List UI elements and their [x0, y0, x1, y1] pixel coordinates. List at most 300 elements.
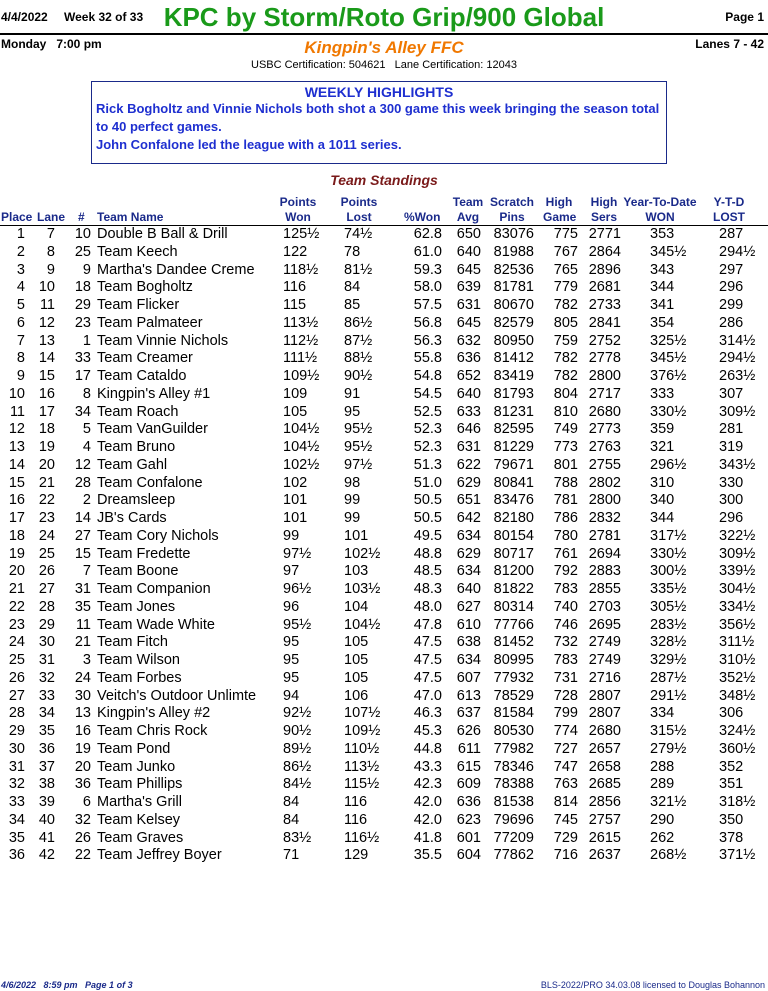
- number-cell: 17: [74, 368, 91, 384]
- points-won-cell: 109: [283, 385, 308, 402]
- points-lost-cell: 104½: [344, 616, 381, 633]
- lane-cell: 12: [38, 314, 55, 331]
- ytd-lost-cell: 299: [719, 297, 744, 313]
- table-row: [0, 315, 768, 333]
- high-series-cell: 2680: [588, 723, 621, 739]
- team-name-cell: Martha's Grill: [97, 794, 182, 810]
- ytd-won-cell: 330½: [650, 545, 687, 562]
- points-won-cell: 97: [283, 563, 300, 580]
- ytd-lost-cell: 294½: [719, 243, 756, 260]
- col-scratch-pins: Pins: [499, 210, 525, 224]
- scratch-pins-cell: 77932: [493, 669, 534, 686]
- scratch-pins-cell: 83476: [493, 492, 534, 509]
- high-series-cell: 2637: [588, 847, 621, 864]
- ytd-won-cell: 354: [650, 314, 675, 331]
- ytd-lost-cell: 378: [719, 829, 744, 846]
- ytd-lost-cell: 371½: [719, 847, 756, 864]
- lane-cell: 32: [38, 669, 55, 686]
- place-cell: 32: [8, 776, 25, 793]
- team-name-cell: Team Bogholtz: [97, 279, 193, 296]
- table-row: [0, 510, 768, 528]
- points-lost-cell: 101: [344, 527, 369, 544]
- scratch-pins-cell: 77982: [493, 740, 534, 757]
- table-row: [0, 475, 768, 493]
- scratch-pins-cell: 77209: [493, 829, 534, 846]
- certification-line: USBC Certification: 504621 Lane Certification: 12043: [251, 59, 517, 71]
- scratch-pins-cell: 80314: [493, 598, 534, 615]
- table-row: [0, 759, 768, 777]
- team-name-cell: Team Roach: [97, 403, 179, 420]
- team-avg-cell: 610: [456, 616, 481, 633]
- standings-title: Team Standings: [330, 172, 438, 188]
- pct-won-cell: 47.5: [413, 669, 442, 686]
- high-game-cell: 814: [553, 794, 578, 810]
- points-lost-cell: 104: [344, 598, 369, 615]
- points-won-cell: 122: [283, 243, 308, 260]
- team-avg-cell: 609: [456, 776, 481, 793]
- scratch-pins-cell: 81584: [493, 705, 534, 722]
- col-number: #: [78, 210, 85, 224]
- scratch-pins-cell: 80530: [493, 723, 534, 739]
- team-name-cell: Team Companion: [97, 581, 211, 597]
- team-avg-cell: 633: [456, 403, 481, 420]
- table-row: [0, 617, 768, 635]
- high-game-cell: 783: [553, 652, 578, 668]
- team-name-cell: Team Wade White: [97, 616, 215, 633]
- ytd-won-cell: 321: [650, 439, 675, 455]
- team-avg-cell: 645: [456, 314, 481, 331]
- lane-cell: 24: [38, 527, 55, 544]
- points-won-cell: 102½: [283, 456, 320, 473]
- high-series-cell: 2896: [588, 261, 621, 278]
- points-won-cell: 94: [283, 687, 300, 704]
- lane-cell: 9: [46, 261, 55, 278]
- pct-won-cell: 49.5: [413, 527, 442, 544]
- table-row: [0, 386, 768, 404]
- high-series-cell: 2856: [588, 794, 621, 810]
- high-series-cell: 2757: [588, 811, 621, 828]
- ytd-won-cell: 283½: [650, 616, 687, 633]
- table-row: [0, 599, 768, 617]
- ytd-won-cell: 288: [650, 758, 675, 775]
- table-row: [0, 652, 768, 670]
- team-avg-cell: 613: [456, 687, 481, 704]
- high-series-cell: 2832: [588, 510, 621, 526]
- pct-won-cell: 55.8: [413, 350, 442, 367]
- ytd-lost-cell: 343½: [719, 456, 756, 473]
- points-lost-cell: 91: [344, 385, 361, 402]
- points-won-cell: 113½: [283, 314, 319, 331]
- number-cell: 20: [74, 758, 91, 775]
- lane-cell: 40: [38, 811, 55, 828]
- table-row: [0, 226, 768, 244]
- team-avg-cell: 629: [456, 474, 481, 491]
- high-series-cell: 2749: [588, 634, 621, 651]
- points-lost-cell: 87½: [344, 332, 373, 349]
- high-series-cell: 2680: [588, 403, 621, 420]
- points-won-cell: 105: [283, 403, 308, 420]
- number-cell: 12: [74, 456, 91, 473]
- table-row: [0, 688, 768, 706]
- table-row: [0, 705, 768, 723]
- col-pct-won: %Won: [404, 210, 441, 224]
- scratch-pins-cell: 79696: [493, 811, 534, 828]
- place-cell: 18: [8, 527, 25, 544]
- team-avg-cell: 629: [456, 545, 481, 562]
- ytd-lost-cell: 304½: [719, 581, 756, 597]
- table-row: [0, 333, 768, 351]
- team-name-cell: Team Cory Nichols: [97, 527, 219, 544]
- points-lost-cell: 116: [344, 811, 368, 828]
- ytd-won-cell: 343: [650, 261, 675, 278]
- ytd-won-cell: 289: [650, 776, 675, 793]
- high-series-cell: 2733: [588, 297, 621, 313]
- pct-won-cell: 41.8: [413, 829, 442, 846]
- high-game-cell: 782: [553, 350, 578, 367]
- high-series-cell: 2800: [588, 492, 621, 509]
- table-row: [0, 581, 768, 599]
- ytd-lost-cell: 306: [719, 705, 744, 722]
- weekly-highlights-box: [91, 81, 667, 164]
- number-cell: 9: [82, 261, 91, 278]
- ytd-won-cell: 335½: [650, 581, 687, 597]
- points-won-cell: 84: [283, 794, 300, 810]
- number-cell: 26: [74, 829, 91, 846]
- ytd-won-cell: 290: [650, 811, 675, 828]
- team-avg-cell: 645: [456, 261, 481, 278]
- high-series-cell: 2615: [588, 829, 621, 846]
- ytd-lost-cell: 311½: [719, 634, 755, 651]
- lane-cell: 18: [38, 421, 55, 438]
- highlights-title: WEEKLY HIGHLIGHTS: [304, 84, 454, 100]
- table-row: [0, 723, 768, 741]
- scratch-pins-cell: 83076: [493, 226, 534, 242]
- high-game-cell: 746: [553, 616, 578, 633]
- high-series-cell: 2752: [588, 332, 621, 349]
- points-lost-cell: 107½: [344, 705, 381, 722]
- number-cell: 15: [74, 545, 91, 562]
- team-avg-cell: 640: [456, 385, 481, 402]
- ytd-won-cell: 291½: [650, 687, 687, 704]
- table-row: [0, 741, 768, 759]
- ytd-lost-cell: 296: [719, 510, 744, 526]
- scratch-pins-cell: 79671: [493, 456, 534, 473]
- team-avg-cell: 650: [456, 226, 481, 242]
- lane-cell: 10: [38, 279, 55, 296]
- high-game-cell: 805: [553, 314, 578, 331]
- pct-won-cell: 46.3: [413, 705, 442, 722]
- high-series-cell: 2841: [588, 314, 621, 331]
- col-ytd-won-top: Year-To-Date: [623, 195, 697, 209]
- place-cell: 20: [8, 563, 25, 580]
- team-name-cell: Team Jones: [97, 598, 176, 615]
- ytd-won-cell: 376½: [650, 368, 687, 384]
- number-cell: 24: [74, 669, 91, 686]
- scratch-pins-cell: 82595: [493, 421, 534, 438]
- place-cell: 6: [16, 314, 25, 331]
- team-name-cell: Kingpin's Alley #1: [97, 385, 211, 402]
- lanes-label: Lanes 7 - 42: [695, 37, 764, 51]
- high-series-cell: 2717: [588, 385, 621, 402]
- ytd-won-cell: 333: [650, 385, 675, 402]
- ytd-won-cell: 340: [650, 492, 675, 509]
- points-won-cell: 101: [283, 510, 308, 526]
- col-place: Place: [1, 210, 33, 224]
- table-row: [0, 421, 768, 439]
- number-cell: 18: [74, 279, 91, 296]
- ytd-lost-cell: 339½: [719, 563, 756, 580]
- team-name-cell: Dreamsleep: [97, 492, 176, 509]
- points-won-cell: 96: [283, 598, 300, 615]
- team-avg-cell: 646: [456, 421, 481, 438]
- points-lost-cell: 103½: [344, 581, 381, 597]
- scratch-pins-cell: 82536: [493, 261, 534, 278]
- table-row: [0, 830, 768, 848]
- number-cell: 34: [74, 403, 91, 420]
- high-game-cell: 740: [553, 598, 578, 615]
- pct-won-cell: 43.3: [413, 758, 442, 775]
- high-game-cell: 716: [553, 847, 578, 864]
- team-avg-cell: 627: [456, 598, 481, 615]
- ytd-won-cell: 334: [650, 705, 675, 722]
- lane-cell: 35: [38, 723, 55, 739]
- points-lost-cell: 98: [344, 474, 361, 491]
- lane-cell: 8: [46, 243, 55, 260]
- lane-cell: 16: [38, 385, 55, 402]
- number-cell: 29: [74, 297, 91, 313]
- points-lost-cell: 85: [344, 297, 361, 313]
- table-row: [0, 262, 768, 280]
- points-won-cell: 90½: [283, 723, 312, 739]
- scratch-pins-cell: 77766: [493, 616, 534, 633]
- number-cell: 22: [74, 847, 91, 864]
- points-lost-cell: 81½: [344, 261, 373, 278]
- ytd-won-cell: 344: [650, 510, 675, 526]
- high-series-cell: 2864: [588, 243, 621, 260]
- high-game-cell: 782: [553, 368, 578, 384]
- col-ytd-lost-top: Y-T-D: [713, 195, 745, 209]
- lane-cell: 20: [38, 456, 55, 473]
- pct-won-cell: 48.0: [413, 598, 442, 615]
- place-cell: 26: [8, 669, 25, 686]
- pct-won-cell: 52.3: [413, 421, 442, 438]
- points-won-cell: 83½: [283, 829, 312, 846]
- points-won-cell: 102: [283, 474, 308, 491]
- points-won-cell: 99: [283, 527, 300, 544]
- table-row: [0, 563, 768, 581]
- ytd-lost-cell: 314½: [719, 332, 756, 349]
- table-row: [0, 368, 768, 386]
- points-won-cell: 95: [283, 634, 300, 651]
- team-avg-cell: 631: [456, 439, 481, 455]
- scratch-pins-cell: 81538: [493, 794, 534, 810]
- print-timestamp: 4/6/2022 8:59 pm Page 1 of 3: [1, 980, 133, 990]
- table-row: [0, 297, 768, 315]
- high-series-cell: 2807: [588, 705, 621, 722]
- points-won-cell: 101: [283, 492, 308, 509]
- points-won-cell: 125½: [283, 226, 320, 242]
- team-name-cell: Team Palmateer: [97, 314, 203, 331]
- high-game-cell: 727: [553, 740, 578, 757]
- team-name-cell: Team Gahl: [97, 456, 168, 473]
- place-cell: 15: [8, 474, 25, 491]
- high-series-cell: 2755: [588, 456, 621, 473]
- scratch-pins-cell: 78388: [493, 776, 534, 793]
- high-game-cell: 761: [553, 545, 578, 562]
- team-avg-cell: 623: [456, 811, 481, 828]
- points-won-cell: 109½: [283, 368, 320, 384]
- team-name-cell: Team Jeffrey Boyer: [97, 847, 222, 864]
- ytd-lost-cell: 334½: [719, 598, 756, 615]
- table-row: [0, 670, 768, 688]
- team-avg-cell: 634: [456, 563, 481, 580]
- place-cell: 19: [8, 545, 25, 562]
- high-series-cell: 2716: [588, 669, 621, 686]
- ytd-lost-cell: 296: [719, 279, 744, 296]
- table-row: [0, 492, 768, 510]
- lane-cell: 42: [38, 847, 55, 864]
- table-row: [0, 439, 768, 457]
- lane-cell: 37: [38, 758, 55, 775]
- high-game-cell: 792: [553, 563, 578, 580]
- pct-won-cell: 59.3: [413, 261, 442, 278]
- number-cell: 2: [82, 492, 91, 509]
- ytd-won-cell: 325½: [650, 332, 687, 349]
- col-team-avg-top: Team: [452, 195, 484, 209]
- pct-won-cell: 52.5: [413, 403, 442, 420]
- place-cell: 21: [8, 581, 25, 597]
- place-cell: 2: [16, 243, 25, 260]
- scratch-pins-cell: 80995: [493, 652, 534, 668]
- lane-cell: 26: [38, 563, 55, 580]
- number-cell: 13: [74, 705, 91, 722]
- team-name-cell: Veitch's Outdoor Unlimte: [97, 687, 257, 704]
- ytd-lost-cell: 287: [719, 226, 744, 242]
- scratch-pins-cell: 81452: [493, 634, 534, 651]
- col-points-won: Won: [285, 210, 311, 224]
- ytd-won-cell: 353: [650, 226, 675, 242]
- team-name-cell: Team Bruno: [97, 439, 176, 455]
- points-won-cell: 116: [283, 279, 307, 296]
- lane-cell: 33: [38, 687, 55, 704]
- high-game-cell: 767: [553, 243, 578, 260]
- number-cell: 36: [74, 776, 91, 793]
- number-cell: 1: [82, 332, 91, 349]
- high-series-cell: 2807: [588, 687, 621, 704]
- col-ytd-won: WON: [645, 210, 675, 224]
- place-cell: 25: [8, 652, 25, 668]
- scratch-pins-cell: 81988: [493, 243, 534, 260]
- pct-won-cell: 57.5: [413, 297, 442, 313]
- number-cell: 10: [74, 226, 91, 242]
- place-cell: 31: [8, 758, 25, 775]
- place-cell: 7: [16, 332, 25, 349]
- pct-won-cell: 42.0: [413, 794, 442, 810]
- place-cell: 1: [16, 226, 25, 242]
- table-row: [0, 794, 768, 812]
- ytd-won-cell: 300½: [650, 563, 687, 580]
- number-cell: 14: [74, 510, 91, 526]
- high-series-cell: 2685: [588, 776, 621, 793]
- lane-cell: 14: [38, 350, 55, 367]
- points-won-cell: 84: [283, 811, 300, 828]
- team-avg-cell: 636: [456, 794, 481, 810]
- ytd-lost-cell: 352: [719, 758, 744, 775]
- team-avg-cell: 636: [456, 350, 481, 367]
- high-game-cell: 732: [553, 634, 578, 651]
- points-lost-cell: 99: [344, 510, 361, 526]
- table-row: [0, 812, 768, 830]
- col-high-series: Sers: [590, 210, 618, 224]
- high-game-cell: 801: [553, 456, 578, 473]
- scratch-pins-cell: 81229: [493, 439, 534, 455]
- points-won-cell: 111½: [283, 350, 318, 367]
- ytd-won-cell: 345½: [650, 350, 687, 367]
- ytd-lost-cell: 360½: [719, 740, 756, 757]
- team-avg-cell: 634: [456, 652, 481, 668]
- team-avg-cell: 634: [456, 527, 481, 544]
- points-lost-cell: 103: [344, 563, 369, 580]
- points-lost-cell: 102½: [344, 545, 381, 562]
- team-name-cell: Team Forbes: [97, 669, 182, 686]
- scratch-pins-cell: 77862: [493, 847, 534, 864]
- team-name-cell: Martha's Dandee Creme: [97, 261, 255, 278]
- ytd-won-cell: 329½: [650, 652, 687, 668]
- points-won-cell: 95: [283, 652, 300, 668]
- ytd-won-cell: 317½: [650, 527, 687, 544]
- ytd-won-cell: 345½: [650, 243, 687, 260]
- ytd-won-cell: 305½: [650, 598, 687, 615]
- pct-won-cell: 58.0: [413, 279, 442, 296]
- points-won-cell: 115: [283, 297, 307, 313]
- number-cell: 16: [74, 723, 91, 739]
- number-cell: 4: [82, 439, 91, 455]
- team-name-cell: Team Chris Rock: [97, 723, 208, 739]
- scratch-pins-cell: 81200: [493, 563, 534, 580]
- high-game-cell: 728: [553, 687, 578, 704]
- pct-won-cell: 50.5: [413, 510, 442, 526]
- number-cell: 27: [74, 527, 91, 544]
- points-lost-cell: 84: [344, 279, 361, 296]
- table-row: [0, 776, 768, 794]
- ytd-lost-cell: 286: [719, 314, 744, 331]
- scratch-pins-cell: 82579: [493, 314, 534, 331]
- number-cell: 8: [82, 385, 91, 402]
- scratch-pins-cell: 78529: [493, 687, 534, 704]
- points-lost-cell: 90½: [344, 368, 373, 384]
- lane-cell: 31: [38, 652, 55, 668]
- team-avg-cell: 640: [456, 243, 481, 260]
- lane-cell: 41: [38, 829, 55, 846]
- col-high-game: Game: [543, 210, 577, 224]
- place-cell: 5: [16, 297, 25, 313]
- ytd-lost-cell: 322½: [719, 527, 756, 544]
- pct-won-cell: 35.5: [413, 847, 442, 864]
- high-game-cell: 774: [553, 723, 578, 739]
- ytd-lost-cell: 307: [719, 385, 744, 402]
- points-won-cell: 112½: [283, 332, 319, 349]
- pct-won-cell: 47.5: [413, 652, 442, 668]
- pct-won-cell: 42.3: [413, 776, 442, 793]
- high-game-cell: 782: [553, 297, 578, 313]
- ytd-won-cell: 315½: [650, 723, 687, 739]
- place-cell: 29: [8, 723, 25, 739]
- team-avg-cell: 632: [456, 332, 481, 349]
- pct-won-cell: 52.3: [413, 439, 442, 455]
- high-game-cell: 810: [553, 403, 578, 420]
- place-cell: 16: [8, 492, 25, 509]
- ytd-won-cell: 344: [650, 279, 675, 296]
